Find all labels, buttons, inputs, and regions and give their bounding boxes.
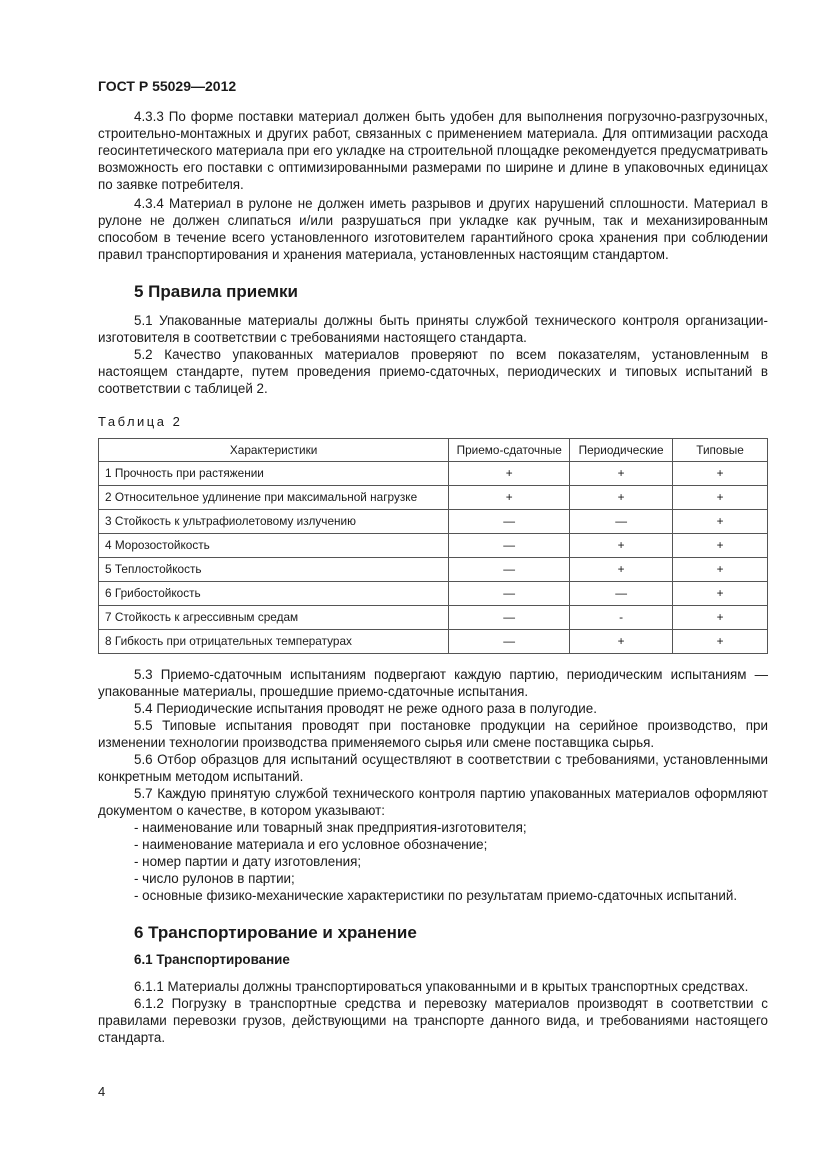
row-type: +	[673, 582, 768, 606]
list-item: - наименование или товарный знак предприятия-изготовителя;	[134, 820, 527, 835]
row-acceptance: —	[449, 558, 570, 582]
list-item: - номер партии и дату изготовления;	[134, 854, 362, 869]
table-row	[99, 534, 768, 558]
row-type: +	[673, 630, 768, 654]
row-acceptance: —	[449, 606, 570, 630]
row-periodic: —	[570, 582, 673, 606]
row-type: +	[673, 534, 768, 558]
row-characteristic: 5 Теплостойкость	[99, 558, 449, 582]
paragraph-5-1: 5.1 Упакованные материалы должны быть приняты службой технического контроля организации-изготовителя в соответствии с требованиями настоящего стандарта.	[98, 313, 768, 345]
header-characteristics: Характеристики	[99, 439, 449, 462]
paragraph-6-1-1: 6.1.1 Материалы должны транспортироваться упакованными и в крытых транспортных средствах.	[134, 979, 749, 994]
list-item: - наименование материала и его условное обозначение;	[134, 837, 488, 852]
paragraph-5-7: 5.7 Каждую принятую службой технического контроля партию упакованных материалов оформляют документом о качестве, в котором указывают:	[98, 786, 768, 818]
row-periodic: +	[570, 534, 673, 558]
list-item: - число рулонов в партии;	[134, 871, 295, 886]
paragraph-5-6: 5.6 Отбор образцов для испытаний осуществляют в соответствии с требованиями, установленными конкретным методом испытаний.	[98, 752, 768, 784]
header-type: Типовые	[673, 439, 768, 462]
row-periodic: +	[570, 558, 673, 582]
document-code: ГОСТ Р 55029—2012	[98, 78, 237, 94]
row-acceptance: —	[449, 630, 570, 654]
table-header-row	[99, 439, 768, 462]
table-row	[99, 486, 768, 510]
table-row	[99, 606, 768, 630]
table-row	[99, 462, 768, 486]
row-periodic: +	[570, 486, 673, 510]
acceptance-table	[98, 438, 768, 654]
row-characteristic: 6 Грибостойкость	[99, 582, 449, 606]
row-characteristic: 8 Гибкость при отрицательных температурах	[99, 630, 449, 654]
table-row	[99, 510, 768, 534]
row-type: +	[673, 606, 768, 630]
section-5-title: 5 Правила приемки	[134, 282, 298, 301]
row-characteristic: 4 Морозостойкость	[99, 534, 449, 558]
row-characteristic: 2 Относительное удлинение при максимальной нагрузке	[99, 486, 449, 510]
row-periodic: —	[570, 510, 673, 534]
row-type: +	[673, 486, 768, 510]
paragraph-6-1-2: 6.1.2 Погрузку в транспортные средства и перевозку материалов производят в соответствии с правилами перевозки грузов, действующими на транспорте данного вида, и требованиями настоящего стандарта.	[98, 996, 768, 1045]
row-periodic: -	[570, 606, 673, 630]
page-number: 4	[98, 1084, 106, 1099]
row-type: +	[673, 558, 768, 582]
row-acceptance: —	[449, 510, 570, 534]
row-periodic: +	[570, 462, 673, 486]
paragraph-4-3-3: 4.3.3 По форме поставки материал должен быть удобен для выполнения погрузочно-разгрузочных, строительно-монтажных и других работ, связанных с применением материала. Для оптимизации расхода геосинтетического материала при его укладке на строительной площадке рекомендуется предусматривать возможность его поставки с оптимизированными размерами по ширине и длине в упаковочных единицах по заявке потребителя.	[98, 109, 768, 192]
subsection-6-1-title: 6.1 Транспортирование	[134, 952, 290, 967]
row-characteristic: 7 Стойкость к агрессивным средам	[99, 606, 449, 630]
row-acceptance: +	[449, 486, 570, 510]
row-type: +	[673, 462, 768, 486]
row-characteristic: 3 Стойкость к ультрафиолетовому излучению	[99, 510, 449, 534]
paragraph-5-2: 5.2 Качество упакованных материалов проверяют по всем показателям, установленным в настоящем стандарте, путем проведения приемо-сдаточных, периодических и типовых испытаний в соответствии с таблицей 2.	[98, 347, 768, 396]
row-acceptance: +	[449, 462, 570, 486]
row-acceptance: —	[449, 582, 570, 606]
table-caption: Таблица 2	[98, 414, 183, 429]
table-row	[99, 630, 768, 654]
section-6-title: 6 Транспортирование и хранение	[134, 923, 417, 942]
list-item: - основные физико-механические характеристики по результатам приемо-сдаточных испытаний.	[134, 888, 738, 903]
row-periodic: +	[570, 630, 673, 654]
page-body	[98, 108, 768, 1046]
paragraph-5-4: 5.4 Периодические испытания проводят не реже одного раза в полугодие.	[134, 701, 597, 716]
row-acceptance: —	[449, 534, 570, 558]
paragraph-5-5: 5.5 Типовые испытания проводят при постановке продукции на серийное производство, при изменении технологии производства применяемого сырья или смене поставщика сырья.	[98, 718, 768, 750]
header-periodic: Периодические	[570, 439, 673, 462]
header-acceptance: Приемо-сдаточные	[449, 439, 570, 462]
table-row	[99, 558, 768, 582]
table-row	[99, 582, 768, 606]
row-characteristic: 1 Прочность при растяжении	[99, 462, 449, 486]
paragraph-4-3-4: 4.3.4 Материал в рулоне не должен иметь разрывов и других нарушений сплошности. Материал в рулоне не должен слипаться и/или разрушаться при укладке как ручным, так и механизированным способом в течение всего установленного изготовителем гарантийного срока хранения при соблюдении правил транспортирования и хранения материала, установленных настоящим стандартом.	[98, 196, 768, 262]
row-type: +	[673, 510, 768, 534]
paragraph-5-3: 5.3 Приемо-сдаточным испытаниям подвергают каждую партию, периодическим испытаниям — упакованные материалы, прошедшие приемо-сдаточные испытания.	[98, 667, 768, 699]
